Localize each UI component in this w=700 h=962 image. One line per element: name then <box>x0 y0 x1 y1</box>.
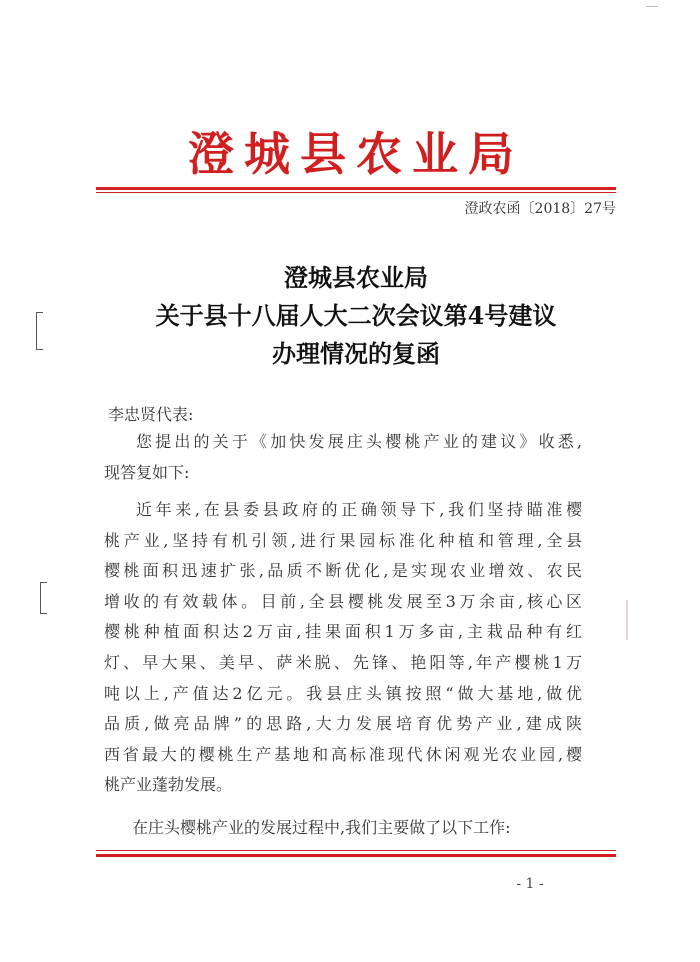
paragraph-line: 灯、早大果、美早、萨米脱、先锋、艳阳等,年产樱桃1万 <box>104 652 582 672</box>
page-number: - 1 - <box>516 876 544 892</box>
paragraph-line: 桃产业,坚持有机引领,进行果园标准化种植和管理,全县 <box>104 530 582 550</box>
paragraph-line: 桃产业蓬勃发展。 <box>104 775 233 795</box>
document-number: 澄政农函〔2018〕27号 <box>464 201 616 217</box>
paragraph-1 <box>104 427 582 488</box>
paragraph-line: 在庄头樱桃产业的发展过程中,我们主要做了以下工作: <box>132 818 511 837</box>
paragraph-2 <box>104 495 582 801</box>
red-rule-top-thin <box>96 192 616 193</box>
scan-speck <box>626 600 628 640</box>
salutation: 李忠贤代表: <box>108 405 194 424</box>
issuer-header: 澄城县农业局 <box>188 127 524 181</box>
paragraph-line: 西省最大的樱桃生产基地和高标准现代休闲观光农业园,樱 <box>104 744 582 764</box>
red-rule-bottom-thin <box>96 850 616 851</box>
paragraph-line: 增收的有效载体。目前,全县樱桃发展至3万余亩,核心区 <box>104 591 582 611</box>
document-title-line-2: 关于县十八届人大二次会议第4号建议 <box>155 301 557 330</box>
document-title-line-3: 办理情况的复函 <box>272 339 440 368</box>
red-rule-top-thick <box>96 187 616 190</box>
paragraph-line: 您提出的关于《加快发展庄头樱桃产业的建议》收悉, <box>136 432 582 451</box>
paragraph-line: 吨以上,产值达2亿元。我县庄头镇按照“做大基地,做优 <box>104 683 582 703</box>
binding-mark <box>36 312 43 350</box>
scan-speck <box>646 6 658 7</box>
document-title-line-1: 澄城县农业局 <box>284 263 428 292</box>
paragraph-line: 品质,做亮品牌”的思路,大力发展培育优势产业,建成陕 <box>104 714 582 734</box>
binding-mark <box>40 582 47 614</box>
paragraph-3 <box>104 813 582 844</box>
paragraph-line: 樱桃种植面积达2万亩,挂果面积1万多亩,主栽品种有红 <box>104 622 582 642</box>
paragraph-line: 樱桃面积迅速扩张,品质不断优化,是实现农业增效、农民 <box>104 561 582 581</box>
paragraph-line: 近年来,在县委县政府的正确领导下,我们坚持瞄准樱 <box>136 500 582 519</box>
red-rule-bottom-thick <box>96 854 616 857</box>
paragraph-line: 现答复如下: <box>104 462 190 482</box>
